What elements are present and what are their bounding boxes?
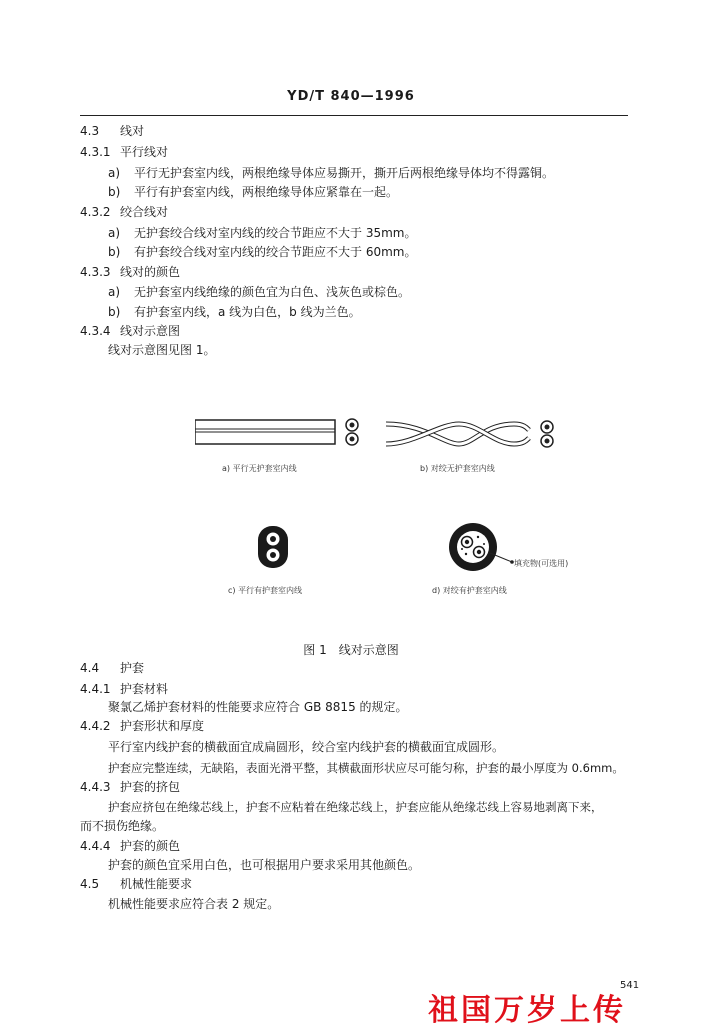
paragraph: 聚氯乙烯护套材料的性能要求应符合 GB 8815 的规定。 (108, 700, 408, 714)
figure-d-round-sheathed (448, 522, 518, 576)
list-item: b) 有护套绞合线对室内线的绞合节距应不大于 60mm。 (108, 245, 417, 259)
list-item: b) 平行有护套室内线，两根绝缘导体应紧靠在一起。 (108, 185, 399, 199)
watermark: 祖国万岁上传 (428, 993, 626, 1028)
list-item: a) 平行无护套室内线，两根绝缘导体应易撕开，撕开后两根绝缘导体均不得露铜。 (108, 166, 555, 180)
section-heading: 4.4.4 护套的颜色 (80, 839, 181, 853)
header-rule (80, 115, 628, 116)
figure-b-twisted-pair (384, 414, 564, 454)
paragraph: 平行室内线护套的横截面宜成扁圆形，绞合室内线护套的横截面宜成圆形。 (108, 740, 505, 754)
section-heading: 4.4.1 护套材料 (80, 682, 169, 696)
paragraph: 护套的颜色宜采用白色，也可根据用户要求采用其他颜色。 (108, 858, 421, 872)
list-item: b) 有护套室内线，a 线为白色，b 线为兰色。 (108, 305, 361, 319)
section-heading: 4.5 机械性能要求 (80, 877, 193, 891)
list-item: a) 无护套室内线绝缘的颜色宜为白色、浅灰色或棕色。 (108, 285, 411, 299)
paragraph: 护套应完整连续，无缺陷，表面光滑平整，其横截面形状应尽可能匀称，护套的最小厚度为 0.6mm。 (108, 761, 624, 775)
section-heading: 4.3.3 线对的颜色 (80, 265, 181, 279)
paragraph: 护套应挤包在绝缘芯线上，护套不应粘着在绝缘芯线上，护套应能从绝缘芯线上容易地剥离下来， (108, 800, 603, 814)
section-heading: 4.4.2 护套形状和厚度 (80, 719, 205, 733)
page-number: 541 (620, 980, 640, 991)
caption-b: b) 对绞无护套室内线 (420, 464, 495, 473)
figure-title: 图 1 线对示意图 (303, 643, 399, 657)
figure-c-flat-sheathed (255, 523, 295, 573)
figure-a-flat-wire (195, 414, 365, 454)
caption-a: a) 平行无护套室内线 (222, 464, 297, 473)
caption-c: c) 平行有护套室内线 (228, 586, 303, 595)
section-heading: 4.3.4 线对示意图 (80, 324, 181, 338)
caption-d: d) 对绞有护套室内线 (432, 586, 507, 595)
list-item: a) 无护套绞合线对室内线的绞合节距应不大于 35mm。 (108, 226, 417, 240)
paragraph: 机械性能要求应符合表 2 规定。 (108, 897, 280, 911)
section-heading: 4.4.3 护套的挤包 (80, 780, 181, 794)
section-heading: 4.4 护套 (80, 661, 145, 675)
caption-filler: 填充物(可选用) (514, 559, 569, 568)
section-heading: 4.3.1 平行线对 (80, 145, 169, 159)
section-heading: 4.3.2 绞合线对 (80, 205, 169, 219)
section-heading: 4.3 线对 (80, 124, 145, 138)
paragraph: 而不损伤绝缘。 (80, 819, 165, 833)
paragraph: 线对示意图见图 1。 (108, 343, 216, 357)
page-header: YD/T 840—1996 (287, 89, 415, 104)
